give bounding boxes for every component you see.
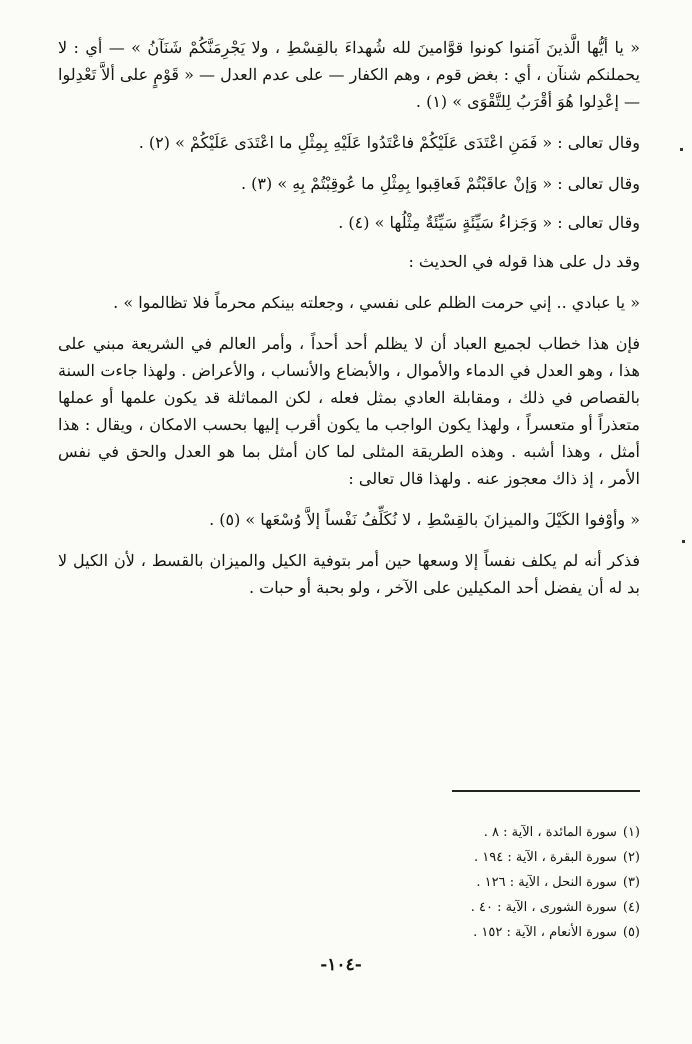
paragraph-hadith-quote: « يا عبادي .. إني حرمت الظلم على نفسي ، وجعلته بينكم محرماً فلا تظالموا » .: [113, 293, 640, 312]
paragraph-verse-baqara: وقال تعالى : « فَمَنِ اعْتَدَى عَلَيْكُمْ فاعْتَدُوا عَلَيْهِ بِمِثْلِ ما اعْتَدَى عَلَيْكُمْ » (٢) .: [138, 133, 640, 152]
footnote-marker: (١): [622, 825, 640, 840]
footnote-item: [300, 920, 640, 945]
footnote-marker: (٣): [622, 875, 640, 890]
footnote-text: سورة النحل ، الآية : ١٢٦ .: [476, 875, 617, 890]
paragraph-verse-anam: « وأوْفوا الكَيْلَ والميزانَ بالقِسْطِ ، لا نُكَلِّفُ نَفْساً إلاَّ وُسْعَها » (٥) .: [209, 510, 640, 529]
page-number: -١٠٤-: [320, 955, 362, 975]
paragraph-commentary: فإن هذا خطاب لجميع العباد أن لا يظلم أحد أحداً ، وأمر العالم في الشريعة مبني على هذا ، وهو العدل في الدماء والأموال ، والأبضاع والأنساب ، والأعراض . ولهذا جاءت السنة بالقصاص في ذلك ، ومقابلة العادي بمثل فعله ، لكن المماثلة قد يكون علمها أو عملها متعذراً أو متعسراً ، ولهذا يكون الواجب ما يكون أقرب إليها بحسب الامكان ، ويقال : هذا أمثل ، وهذا أشبه . وهذه الطريقة المثلى لما كان أمثل بما هو العدل والحق في نفس الأمر ، إذ ذاك معجوز عنه . ولهذا قال تعالى :: [58, 334, 640, 488]
footnote-marker: (٤): [622, 900, 640, 915]
margin-mark: [680, 148, 683, 151]
paragraph-conclusion: فذكر أنه لم يكلف نفساً إلا وسعها حين أمر بتوفية الكيل والميزان بالقسط ، لأن الكيل لا بد له أن يفضل أحد المكيلين على الآخر ، ولو بحبة أو حبات .: [58, 551, 640, 597]
footnotes: [300, 820, 640, 945]
footnote-text: سورة الشورى ، الآية : ٤٠ .: [470, 900, 617, 915]
margin-mark: [682, 540, 685, 543]
footnote-text: سورة المائدة ، الآية : ٨ .: [483, 825, 617, 840]
footnote-marker: (٥): [622, 925, 640, 940]
paragraph-hadith-intro: وقد دل على هذا قوله في الحديث :: [408, 252, 640, 271]
footnote-item: [300, 820, 640, 845]
footnote-marker: (٢): [622, 850, 640, 865]
paragraph-verse-maida: « يا أيُّها الَّذينَ آمَنوا كونوا قوَّامينَ لله شُهداءَ بالقِسْطِ ، ولا يَجْرِمَنَّكُمْ شَنَآنُ » — أي : لا يحملنكم شنآن ، أي : بغض قوم ، وهم الكفار — على عدم العدل — « قَوْمٍ على ألاَّ تَعْدِلوا — إعْدِلوا هُوَ أقْرَبُ لِلتَّقْوَى » (١) .: [58, 38, 640, 111]
footnote-item: [300, 870, 640, 895]
footnote-item: [300, 895, 640, 920]
footnote-item: [300, 845, 640, 870]
paragraph-verse-nahl: وقال تعالى : « وَإنْ عاقَبْتُمْ فَعاقِبوا بِمِثْلِ ما عُوقِبْتُمْ بِهِ » (٣) .: [240, 174, 640, 193]
paragraph-verse-shura: وقال تعالى : « وَجَزاءُ سَيِّئَةٍ سَيِّئَةٌ مِثْلُها » (٤) .: [338, 213, 640, 232]
footnote-text: سورة الأنعام ، الآية : ١٥٢ .: [473, 925, 617, 940]
footnote-text: سورة البقرة ، الآية : ١٩٤ .: [474, 850, 617, 865]
footnote-separator: [452, 790, 640, 792]
main-text: [58, 34, 640, 615]
